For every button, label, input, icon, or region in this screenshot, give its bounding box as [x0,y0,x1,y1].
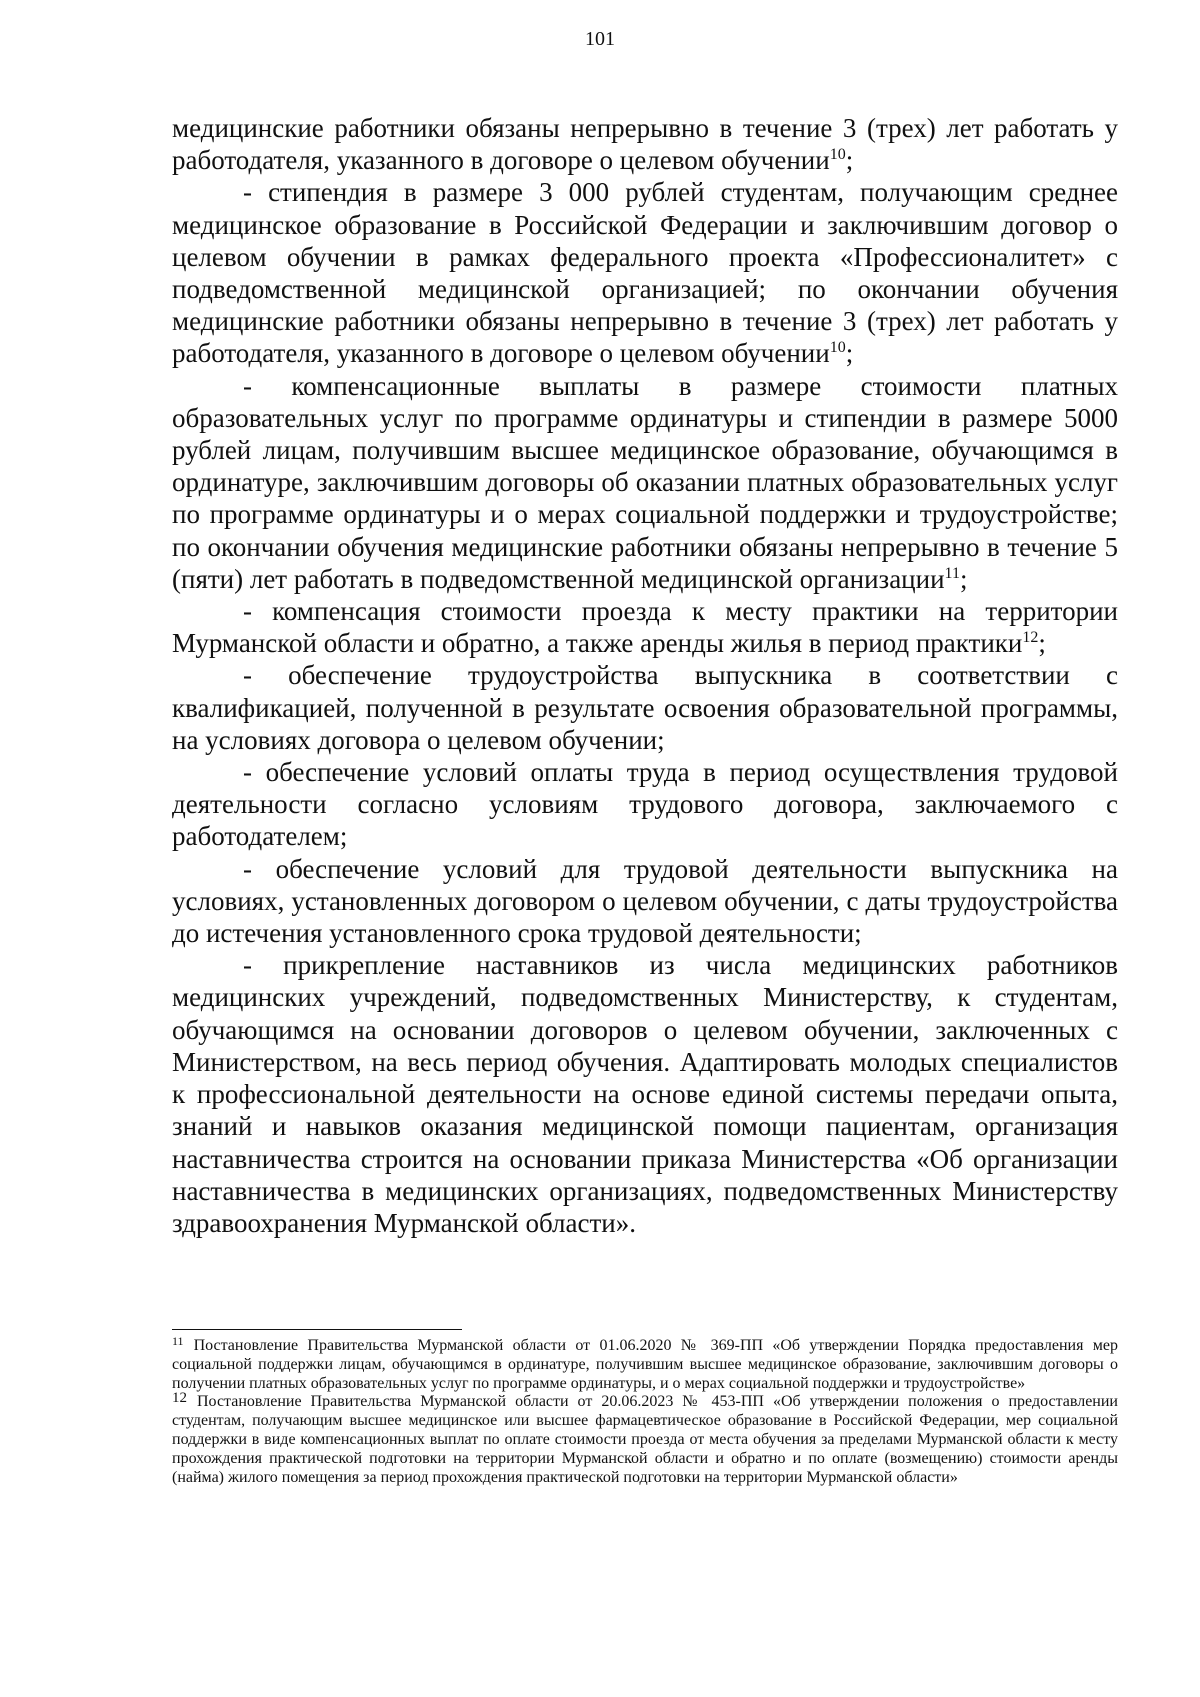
paragraph-tail: ; [845,338,854,369]
paragraph-text: - обеспечение трудоустройства выпускника в соответствии с квалификацией, полученной в результате освоения образовательной программы, на условиях договора о целевом обучении; [172,660,1118,755]
footnote-separator [172,1329,462,1330]
paragraph-text: - обеспечение условий оплаты труда в период осуществления трудовой деятельности согласно условиям трудового договора, заключаемого с работодателем; [172,757,1118,852]
paragraph-mentoring [172,949,1118,1239]
footnotes [172,1334,1118,1487]
footnote-text: Постановление Правительства Мурманской области от 01.06.2020 № 369-ПП «Об утверждении Порядка предоставления мер социальной поддержки лицам, обучающимся в ординатуре, получившим высшее медицинское образование, заключившим договоры о получении платных образовательных услуг по программе ординатуры, и о мерах социальной поддержки и трудоустройстве» [172,1337,1118,1392]
footnote-ref-10[interactable]: 10 [829,146,846,164]
paragraph-text: - прикрепление наставников из числа медицинских работников медицинских учреждений, подведомственных Министерству, к студентам, обучающимся на основании договоров о целевом обучении, заключенных с Министерством, на весь период обучения. Адаптировать молодых специалистов к профессиональной деятельности на основе единой системы передачи опыта, знаний и навыков оказания медицинской помощи пациентам, организация наставничества строится на основании приказа Министерства «Об организации наставничества в медицинских организациях, подведомственных Министерству здравоохранения Мурманской области». [172,950,1118,1238]
paragraph-tail: ; [845,145,854,176]
paragraph-text: - компенсация стоимости проезда к месту практики на территории Мурманской области и обратно, а также аренды жилья в период практики [172,596,1118,659]
footnote-number: 12 [172,1390,187,1407]
paragraph-text: - компенсационные выплаты в размере стоимости платных образовательных услуг по программе ординатуры и стипендии в размере 5000 рублей лицам, получившим высшее медицинское образование, обучающимся в ординатуре, заключившим договоры об оказании платных образовательных услуг по программе ординатуры и о мерах социальной поддержки и трудоустройстве; по окончании обучения медицинские работники обязаны непрерывно в течение 5 (пяти) лет работать в подведомственной медицинской организации [172,370,1118,594]
paragraph-employment [172,659,1118,756]
paragraph-text: - стипендия в размере 3 000 рублей студентам, получающим среднее медицинское образование в Российской Федерации и заключившим договор о целевом обучении в рамках федерального проекта «Профессионалитет» с подведомственной медицинской организацией; по окончании обучения медицинские работники обязаны непрерывно в течение 3 (трех) лет работать у работодателя, указанного в договоре о целевом обучении [172,177,1118,369]
footnote-12 [172,1390,1118,1487]
paragraph-travel-compensation [172,595,1118,659]
paragraph-work-conditions [172,853,1118,950]
footnote-number: 11 [172,1334,184,1348]
paragraph-tail: ; [959,563,968,594]
footnote-text: Постановление Правительства Мурманской области от 20.06.2023 № 453-ПП «Об утверждении положения о предоставлении студентам, получающим высшее медицинское или высшее фармацевтическое образование в Российской Федерации, мер социальной поддержки в виде компенсационных выплат по оплате стоимости проезда от места обучения за пределами Мурманской области к месту прохождения практической подготовки на территории Мурманской области и обратно и по оплате (возмещению) стоимости аренды (найма) жилого помещения за период прохождения практической подготовки на территории Мурманской области» [172,1393,1118,1486]
footnote-ref-10[interactable]: 10 [829,339,846,357]
paragraph-compensation-residency [172,370,1118,595]
footnote-ref-11[interactable]: 11 [944,564,960,582]
body-text [172,112,1118,1239]
paragraph-tail: ; [1038,628,1046,659]
footnote-11 [172,1334,1118,1393]
paragraph-text: медицинские работники обязаны непрерывно в течение 3 (трех) лет работать у работодателя, указанного в договоре о целевом обучении [172,113,1118,176]
footnote-ref-12[interactable]: 12 [1022,629,1039,647]
paragraph-text: - обеспечение условий для трудовой деятельности выпускника на условиях, установленных договором о целевом обучении, с даты трудоустройства до истечения установленного срока трудовой деятельности; [172,853,1118,949]
paragraph-stipend [172,176,1118,369]
paragraph-pay-conditions [172,756,1118,853]
page-number: 101 [585,28,615,50]
paragraph-continuation [172,112,1118,176]
